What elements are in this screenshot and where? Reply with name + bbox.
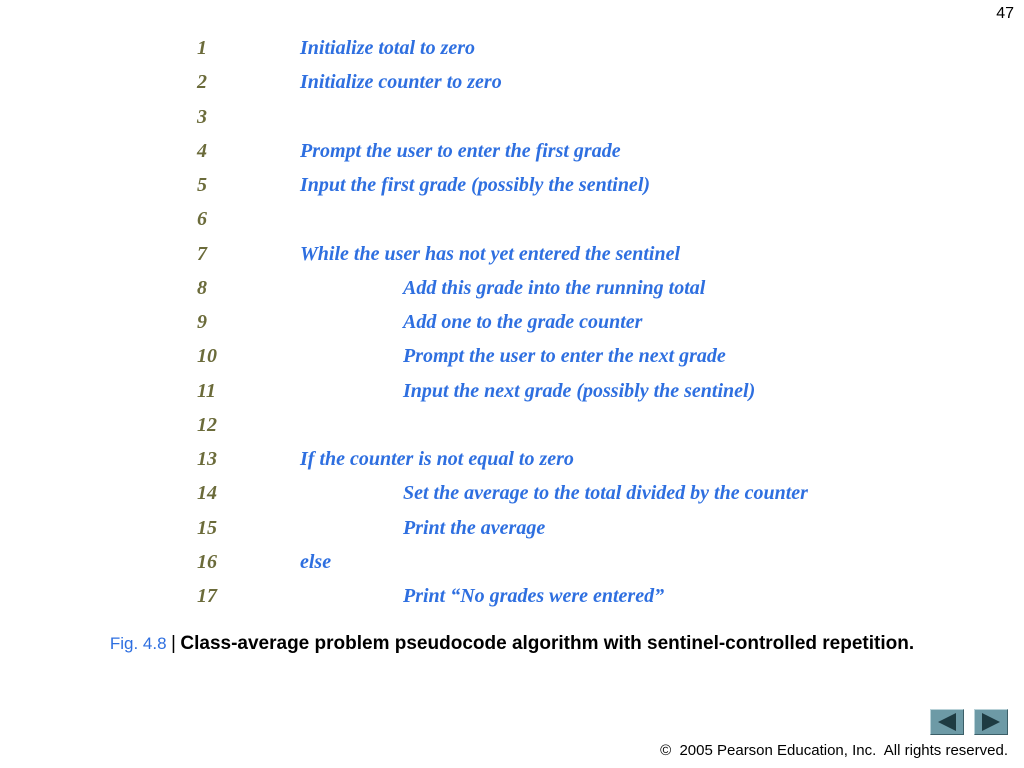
code-line <box>0 476 1024 510</box>
code-line <box>0 579 1024 613</box>
code-line <box>0 271 1024 305</box>
line-number: 9 <box>197 311 207 333</box>
line-text: else <box>300 550 332 573</box>
copyright-notice: © 2005 Pearson Education, Inc. All rights reserved. <box>660 742 1008 759</box>
line-number: 4 <box>197 139 207 162</box>
line-text: Add one to the grade counter <box>403 311 643 333</box>
line-number: 2 <box>197 71 207 94</box>
code-line <box>0 65 1024 99</box>
next-slide-button[interactable] <box>974 709 1008 735</box>
code-line <box>0 511 1024 545</box>
code-line <box>0 31 1024 65</box>
figure-label: Fig. 4.8 <box>109 634 167 653</box>
code-line <box>0 202 1024 236</box>
code-line <box>0 339 1024 373</box>
code-line <box>0 168 1024 202</box>
line-number: 15 <box>197 516 217 539</box>
slide-navigation <box>930 709 1008 735</box>
caption-text: Class-average problem pseudocode algorithm with sentinel-controlled repetition. <box>180 633 915 654</box>
code-line <box>0 237 1024 271</box>
line-text: Initialize total to zero <box>300 37 476 59</box>
line-text: If the counter is not equal to zero <box>300 448 574 470</box>
line-text: Initialize counter to zero <box>300 71 502 94</box>
line-number: 11 <box>197 379 216 402</box>
line-text: Input the first grade (possibly the sentinel) <box>300 174 651 196</box>
caption-separator: | <box>171 633 176 654</box>
code-line <box>0 408 1024 442</box>
line-text: Add this grade into the running total <box>403 276 706 299</box>
line-number: 8 <box>197 276 207 299</box>
code-line <box>0 374 1024 408</box>
line-number: 13 <box>197 448 217 470</box>
code-line <box>0 305 1024 339</box>
line-number: 10 <box>197 345 217 368</box>
line-text: Print “No grades were entered” <box>403 585 665 607</box>
line-text: While the user has not yet entered the sentinel <box>300 242 681 265</box>
triangle-right-icon <box>982 713 1000 731</box>
triangle-left-icon <box>938 713 956 731</box>
figure-caption <box>0 633 1024 655</box>
line-text: Input the next grade (possibly the sentinel) <box>403 379 756 402</box>
line-number: 6 <box>197 208 207 231</box>
line-text: Print the average <box>403 516 546 539</box>
code-line <box>0 442 1024 476</box>
line-number: 12 <box>197 413 217 436</box>
code-line <box>0 100 1024 134</box>
line-number: 16 <box>197 550 217 573</box>
line-number: 14 <box>197 482 217 505</box>
line-text: Prompt the user to enter the first grade <box>300 139 621 162</box>
line-number: 17 <box>197 585 217 607</box>
line-number: 1 <box>197 37 207 59</box>
page-number: 47 <box>996 5 1014 22</box>
line-text: Prompt the user to enter the next grade <box>403 345 726 368</box>
line-number: 7 <box>197 242 207 265</box>
line-number: 3 <box>197 105 207 128</box>
line-number: 5 <box>197 174 207 196</box>
previous-slide-button[interactable] <box>930 709 964 735</box>
code-line <box>0 134 1024 168</box>
line-text: Set the average to the total divided by the counter <box>403 482 808 505</box>
code-line <box>0 545 1024 579</box>
pseudocode-listing <box>0 31 1024 613</box>
